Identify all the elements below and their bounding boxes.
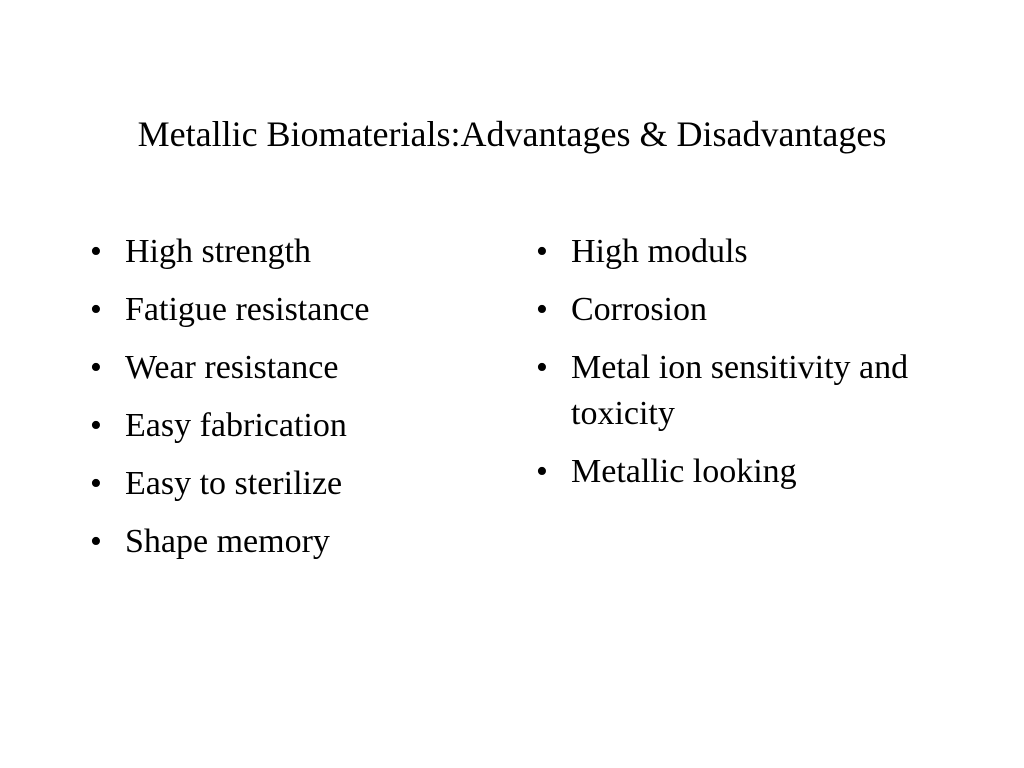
bullet-icon: • — [536, 291, 548, 328]
list-item-text: High moduls — [571, 233, 748, 270]
list-item-text: Corrosion — [571, 291, 707, 328]
list-item-text: Fatigue resistance — [125, 291, 370, 328]
bullet-icon: • — [90, 291, 102, 328]
list-item-text: Metal ion sensitivity and toxicity — [571, 349, 909, 432]
list-item — [532, 345, 932, 437]
disadvantages-list — [532, 229, 932, 507]
bullet-icon: • — [90, 407, 102, 444]
bullet-icon: • — [90, 523, 102, 560]
list-item — [86, 345, 506, 391]
bullet-icon: • — [90, 349, 102, 386]
bullet-icon: • — [536, 349, 548, 386]
list-item — [532, 229, 932, 275]
list-item-text: Metallic looking — [571, 453, 797, 490]
bullet-icon: • — [536, 233, 548, 270]
list-item — [86, 229, 506, 275]
advantages-list — [86, 229, 506, 577]
list-item — [86, 461, 506, 507]
slide-title: Metallic Biomaterials:Advantages & Disadvantages — [137, 114, 887, 154]
bullet-icon: • — [90, 465, 102, 502]
list-item-text: Easy fabrication — [125, 407, 347, 444]
list-item — [532, 449, 932, 495]
list-item-text: Wear resistance — [125, 349, 339, 386]
bullet-icon: • — [90, 233, 102, 270]
list-item — [532, 287, 932, 333]
list-item — [86, 403, 506, 449]
list-item — [86, 287, 506, 333]
list-item-text: Shape memory — [125, 523, 330, 560]
list-item — [86, 519, 506, 565]
list-item-text: Easy to sterilize — [125, 465, 343, 502]
bullet-icon: • — [536, 453, 548, 490]
list-item-text: High strength — [125, 233, 312, 270]
